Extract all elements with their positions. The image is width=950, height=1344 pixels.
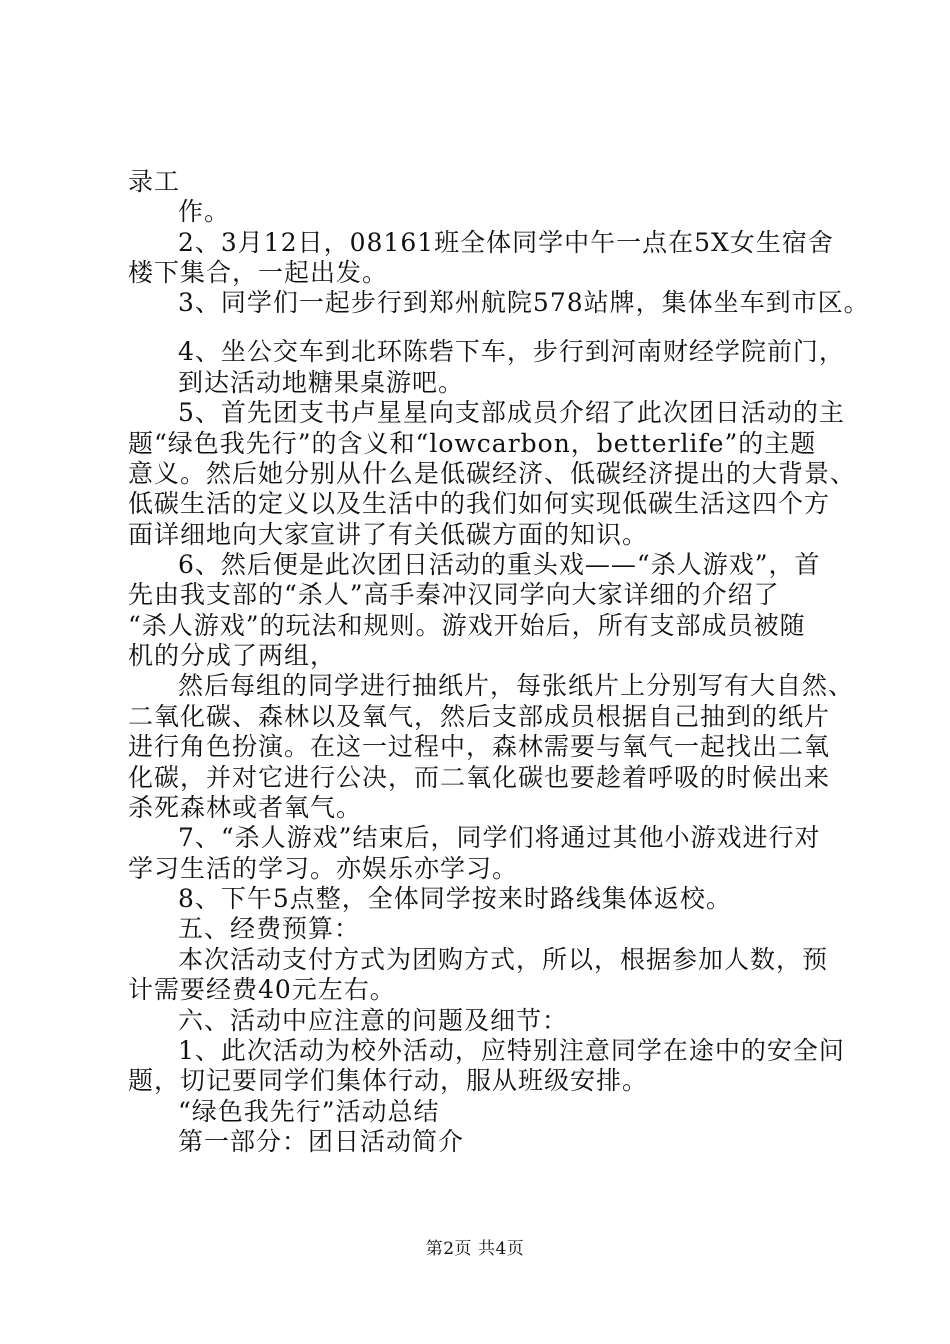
text-line: 2、3月12日，08161班全体同学中午一点在5X女生宿舍: [178, 227, 834, 257]
text-line: 先由我支部的“杀人”高手秦冲汉同学向大家详细的介绍了: [128, 580, 780, 610]
text-line: 计需要经费40元左右。: [128, 975, 396, 1005]
text-line: 机的分成了两组，: [128, 641, 337, 671]
text-line: 意义。然后她分别从什么是低碳经济、低碳经济提出的大背景、: [128, 458, 857, 488]
text-line: 6、然后便是此次团日活动的重头戏——“杀人游戏”，首: [178, 549, 821, 579]
text-line: 楼下集合，一起出发。: [128, 258, 389, 288]
text-line: 题“绿色我先行”的含义和“lowcarbon，betterlife”的主题: [128, 428, 817, 458]
text-line: 4、坐公交车到北环陈砦下车，步行到河南财经学院前门，: [178, 337, 845, 367]
text-line: “杀人游戏”的玩法和规则。游戏开始后，所有支部成员被随: [128, 610, 806, 640]
page-number-label: 第2页 共4页: [425, 1239, 525, 1259]
text-line: 7、“杀人游戏”结束后，同学们将通过其他小游戏进行对: [178, 823, 821, 853]
text-line: 作。: [178, 197, 231, 227]
section-heading: “绿色我先行”活动总结: [178, 1096, 440, 1126]
text-line: 低碳生活的定义以及生活中的我们如何实现低碳生活这四个方: [128, 489, 831, 519]
text-line: 化碳，并对它进行公决，而二氧化碳也要趁着呼吸的时候出来: [128, 762, 831, 792]
section-heading: 六、活动中应注意的问题及细节：: [178, 1005, 569, 1035]
text-line: 学习生活的学习。亦娱乐亦学习。: [128, 853, 519, 883]
page-footer: [0, 1238, 950, 1260]
text-line: 二氧化碳、森林以及氧气，然后支部成员根据自己抽到的纸片: [128, 701, 831, 731]
text-line: 8、下午5点整，全体同学按来时路线集体返校。: [178, 884, 732, 914]
text-line: 面详细地向大家宣讲了有关低碳方面的知识。: [128, 519, 649, 549]
text-line: 1、此次活动为校外活动，应特别注意同学在途中的安全问: [178, 1035, 845, 1065]
text-line: 录工: [128, 167, 181, 196]
text-line: 本次活动支付方式为团购方式，所以，根据参加人数，预: [178, 944, 829, 974]
section-heading: 五、经费预算：: [178, 914, 361, 944]
text-line: 5、首先团支书卢星星向支部成员介绍了此次团日活动的主: [178, 398, 845, 428]
text-line: 3、同学们一起步行到郑州航院578站牌，集体坐车到市区。: [178, 288, 870, 318]
text-line: 然后每组的同学进行抽纸片，每张纸片上分别写有大自然、: [178, 671, 855, 701]
text-line: 进行角色扮演。在这一过程中，森林需要与氧气一起找出二氧: [128, 732, 831, 762]
text-line: 到达活动地糖果桌游吧。: [178, 367, 465, 397]
text-line: 杀死森林或者氧气。: [128, 792, 363, 822]
section-heading: 第一部分：团日活动简介: [178, 1127, 465, 1156]
text-line: 题，切记要同学们集体行动，服从班级安排。: [128, 1066, 649, 1096]
